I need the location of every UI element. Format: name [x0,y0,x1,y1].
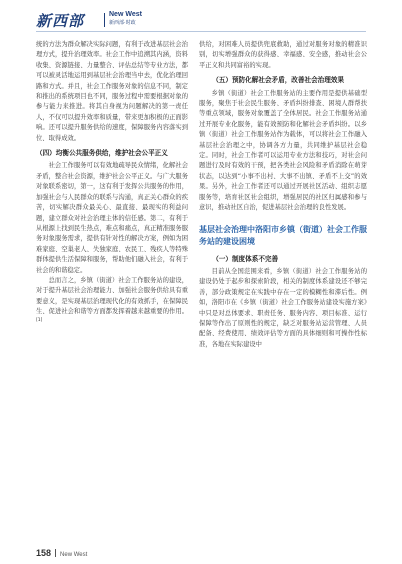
right-paragraph-2: 乡镇（街道）社会工作服务站的主要作用是提供基础型服务，聚焦于社会民生服务、矛盾纠纷排查、困境人群帮扶等重点领域，服务对象覆盖了全体居民。社会工作服务站通过开展专业化服务，能有效预防和化解社会矛盾纠纷。以乡镇（街道）社会工作服务站作为载体，可以将社会工作融入基层社会治理之中，协调各方力量，共同维护基层社会稳定。同时，社会工作者可以运用专业方法和技巧，对社会问题进行及时有效的干预，把各类社会风险和矛盾消除在萌芽状态，以达到“小事不出村、大事不出镇、矛盾不上交”的效果。另外，社会工作者还可以通过开展社区活动、组织志愿服务等，培育社区社会组织，增强居民的社区归属感和参与意识，推动社区自治，促进基层社会治理的良性发展。 [199,89,367,212]
subheading-4: （四）均衡公共服务供给，维护社会公平正义 [36,149,168,158]
masthead-chinese: 新西部·时政 [109,20,136,26]
left-column [36,40,188,528]
left-paragraph-2: 社会工作服务可以有效地疏导民众情绪，化解社会矛盾，整合社会资源，维护社会公平正义。与广大服务对象联系密切，第一，这有利于发挥公共服务的作用，加强社会与人民群众的联系与沟通，真正关心群众的疾苦，切实解决群众最关心、最直接、最现实的利益问题，建立群众对社会治理主体的信任感。第二，有利于从根源上找到民生热点，难点和痛点，真正精准服务服务对象服务需求，提供有针对性的解决方案，例如为困难家庭、空巢老人、失独家庭、农民工、残疾人等特殊群体提供生活保障和服务，帮助他们融入社会，有利于社会的和谐稳定。 [36,162,188,274]
subheading-5: （五）预防化解社会矛盾，改善社会治理效果 [212,76,345,85]
subheading-1: （一）制度体系不完善 [212,254,279,263]
logo-divider [104,13,105,27]
header-rule [36,31,366,32]
footer-divider [55,549,56,557]
left-paragraph-1: 统的方法为群众解决实际问题，有利于改进基层社会治理方式，提升治理效率。社会工作中追溯其内涵，资料收集、资源链接、力量整合、评估总结等专业方法，都可以被灵活地运用到基层社会治理当中去，优化治理回路和方式。并且，社会工作服务对象的信息不同，制定和推出的系统项目也不同，服务过程中需要根据对象的参与能力来推进。将其自身视为问题解决的第一责任人，不仅可以提升效率和质量，带来更加积极的正面影响。还可以提升服务供给的速度，保障服务内容落实到位、取得成效。 [36,41,188,142]
footnote-marker[interactable]: [1] [36,317,43,323]
footer-publication: New West [60,552,88,558]
page-number: 158 [36,548,52,558]
masthead-english: New West [109,11,142,18]
right-column [199,40,367,528]
left-paragraph-3 [36,276,188,328]
section-title: 基层社会治理中洛阳市乡镇（街道）社会工作服务站的建设困境 [199,224,367,246]
page-header [0,0,402,34]
page-footer [36,541,88,558]
masthead [109,11,142,27]
right-paragraph-3: 目前从全国范围来看，乡镇（街道）社会工作服务站的建设仍处于起步和探索阶段，相关的制度体系建设还不够完善，部分政策规定在实践中存在一定的模糊性和滞后性。例如，洛阳市在《乡镇（街道）社会工作服务站建设实施方案》中只是对总体要求、职责任务、服务内容、项目标准、运行保障等作出了原则性的规定，缺乏对服务站运营管理、人员配备、经费使用、绩效评估等方面的具体细则和可操作性标准，各地在实际建设中 [199,267,367,348]
magazine-logo: 新西部 [36,12,85,30]
left-paragraph-3-text: 总而言之，乡镇（街道）社会工作服务站的建设，对于提升基层社会治理能力、加强社会服务供给具有重要意义，是实现基层治理现代化的有效抓手，在保障民生、促进社会和谐等方面都发挥着越来越重要的作用。 [36,276,188,316]
right-paragraph-1: 供给，对困难人员提供兜底救助，通过对服务对象的精准识别，切实增强群众的获得感、幸福感、安全感，推动社会公平正义和共同富裕的实现。 [199,41,367,69]
